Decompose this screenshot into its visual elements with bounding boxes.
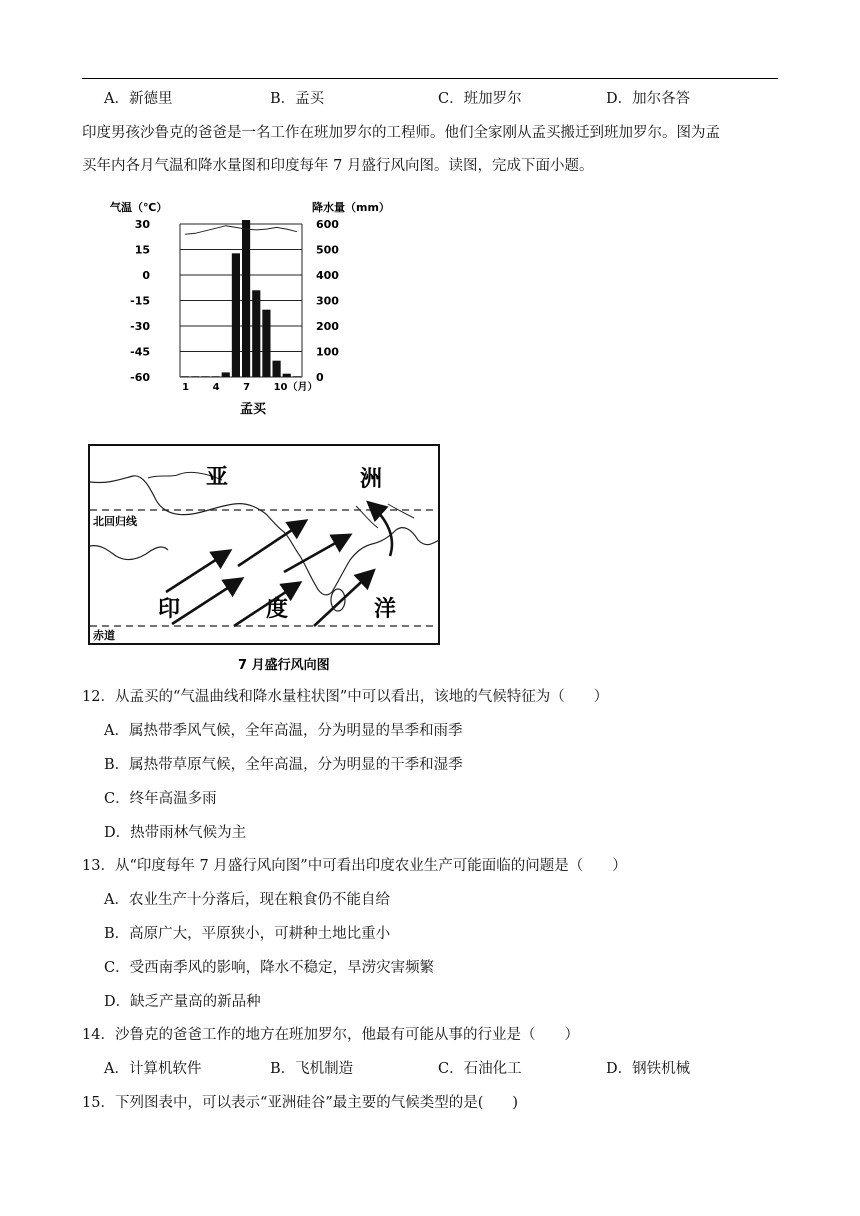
q11-option-c: C．班加罗尔 [438, 91, 522, 107]
label-yang: 洋 [374, 597, 397, 622]
q12-stem: 12．从孟买的“气温曲线和降水量柱状图”中可以看出，该地的气候特征为（ ） [82, 689, 609, 705]
left-tick-label: -45 [130, 345, 150, 359]
right-tick-label: 100 [316, 345, 339, 359]
q14-option-b: B．飞机制造 [270, 1061, 354, 1077]
precip-bar [201, 376, 209, 377]
climate-chart [100, 195, 430, 423]
precip-bar [283, 374, 291, 377]
q12-option-a: A．属热带季风气候，全年高温，分为明显的旱季和雨季 [104, 723, 463, 739]
precip-bar [222, 372, 230, 377]
precip-bar [262, 310, 270, 377]
left-tick-label: -60 [130, 371, 150, 384]
header-rule [82, 78, 778, 79]
intro-line-2: 买年内各月气温和降水量图和印度每年 7 月盛行风向图。读图，完成下面小题。 [82, 158, 594, 174]
equator-label: 赤道 [93, 629, 115, 642]
q14-option-d: D．钢铁机械 [606, 1061, 691, 1077]
label-zhou: 洲 [360, 467, 383, 492]
q12-option-c: C．终年高温多雨 [104, 791, 217, 807]
month-tick-label: 7 [243, 382, 251, 393]
precip-bar [191, 376, 199, 377]
right-tick-label: 300 [316, 294, 339, 308]
q13-option-c: C．受西南季风的影响，降水不稳定，旱涝灾害频繁 [104, 960, 435, 976]
intro-line-1: 印度男孩沙鲁克的爸爸是一名工作在班加罗尔的工程师。他们全家刚从孟买搬迁到班加罗尔。图为孟 [82, 125, 720, 141]
q14-option-a: A．计算机软件 [104, 1061, 202, 1077]
q13-option-a: A．农业生产十分落后，现在粮食仍不能自给 [104, 892, 390, 908]
q11-option-a: A．新德里 [104, 91, 173, 107]
left-tick-label: -30 [130, 320, 150, 333]
precip-bar [212, 376, 220, 377]
q14-option-c: C．石油化工 [438, 1061, 522, 1077]
right-tick-label: 600 [316, 218, 339, 231]
q12-option-b: B．属热带草原气候，全年高温，分为明显的干季和湿季 [104, 757, 463, 773]
q11-option-b: B．孟买 [270, 91, 325, 107]
month-tick-label: 4 [212, 382, 220, 393]
left-tick-label: 0 [142, 269, 150, 282]
q14-stem: 14．沙鲁克的爸爸工作的地方在班加罗尔，他最有可能从事的行业是（ ） [82, 1027, 579, 1043]
q13-option-b: B．高原广大，平原狭小，可耕种土地比重小 [104, 926, 391, 942]
left-tick-label: 15 [134, 243, 150, 257]
precip-bar [252, 290, 260, 377]
precip-bar [232, 253, 240, 377]
right-tick-label: 200 [316, 320, 339, 333]
precip-bar [181, 376, 189, 377]
right-tick-label: 0 [316, 371, 324, 384]
q13-stem: 13．从“印度每年 7 月盛行风向图”中可看出印度农业生产可能面临的问题是（ ） [82, 858, 627, 874]
q12-option-d: D．热带雨林气候为主 [104, 825, 247, 841]
map-caption: 7 月盛行风向图 [238, 658, 330, 673]
month-tick-label: 1 [182, 382, 190, 393]
q11-option-d: D．加尔各答 [606, 91, 691, 107]
label-du: 度 [266, 597, 289, 622]
month-tick-label: 10（月） [273, 382, 318, 393]
q15-stem: 15．下列图表中，可以表示“亚洲硅谷”最主要的气候类型的是( ) [82, 1095, 519, 1111]
precip-bar [273, 361, 281, 377]
wind-map [88, 444, 442, 676]
left-tick-label: 30 [134, 218, 150, 231]
label-ya: 亚 [206, 465, 229, 490]
label-yin: 印 [158, 597, 181, 622]
right-tick-label: 400 [316, 269, 339, 282]
chart-caption: 孟买 [240, 402, 267, 417]
precip-bar [242, 220, 250, 377]
q13-option-d: D．缺乏产量高的新品种 [104, 994, 261, 1010]
temperature-curve [185, 226, 297, 235]
left-tick-label: -15 [130, 294, 150, 308]
precip-bar [293, 376, 301, 377]
left-axis-title: 气温（℃） [110, 201, 168, 214]
right-axis-title: 降水量（mm） [312, 201, 390, 214]
right-tick-label: 500 [316, 243, 339, 257]
tropic-label: 北回归线 [93, 515, 137, 528]
